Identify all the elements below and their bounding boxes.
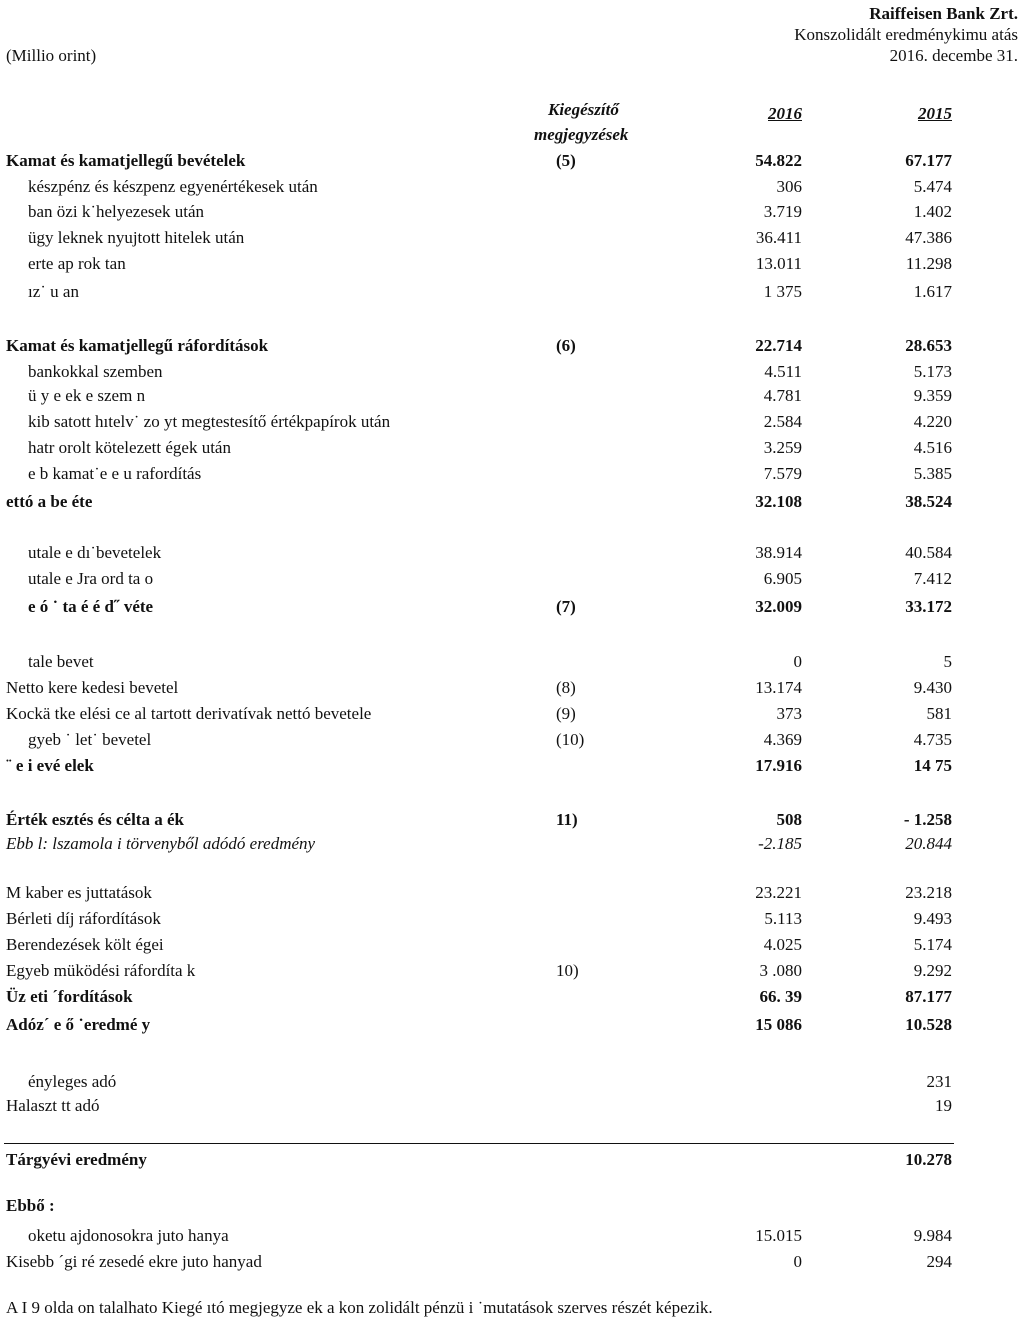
row-label: hatr orolt kötelezett égek után xyxy=(28,438,231,457)
row-value-2016: 15 086 xyxy=(755,1015,802,1034)
row-value-2015: 1.402 xyxy=(913,202,952,221)
table-row xyxy=(0,1150,1024,1174)
row-value-2015: 231 xyxy=(926,1072,952,1091)
row-label: Bérleti díj ráfordítások xyxy=(6,909,161,928)
table-row xyxy=(0,597,1024,621)
row-value-2016: 36.411 xyxy=(755,228,802,247)
row-value-2015: 67.177 xyxy=(905,151,952,170)
table-row xyxy=(0,386,1024,410)
notes-column-header-1: Kiegészítő xyxy=(548,100,619,119)
row-label: ban özi k˙helyezesek után xyxy=(28,202,205,221)
row-value-2015: 5.474 xyxy=(913,177,952,196)
row-value-2015: 5.174 xyxy=(913,935,952,954)
table-row xyxy=(0,1015,1024,1039)
row-value-2016: 1 375 xyxy=(763,282,802,301)
row-label: Kamat és kamatjellegű bevételek xyxy=(6,151,246,170)
row-value-2016: 17.916 xyxy=(755,756,802,775)
table-row xyxy=(0,282,1024,306)
row-label: tale bevet xyxy=(28,652,94,671)
row-note-ref: 11) xyxy=(556,810,578,829)
row-value-2015: 581 xyxy=(926,704,952,723)
row-label: készpénz és készpenz egyenértékesek után xyxy=(28,177,318,196)
row-value-2016: 6.905 xyxy=(763,569,802,588)
table-row xyxy=(0,961,1024,985)
row-value-2016: 373 xyxy=(776,704,802,723)
row-label: Ebbő : xyxy=(6,1196,55,1215)
table-row xyxy=(0,492,1024,516)
row-value-2015: 10.278 xyxy=(905,1150,952,1169)
row-label: Kockä tke elési ce al tartott derivatívak nettó bevetele xyxy=(6,704,372,723)
row-label: Egyeb müködési ráfordíta k xyxy=(6,961,196,980)
table-row xyxy=(0,678,1024,702)
table-row xyxy=(0,177,1024,201)
row-label: Kisebb ´gi ré zesedé ekre juto hanyad xyxy=(6,1252,262,1271)
row-value-2015: 11.298 xyxy=(905,254,952,273)
row-label: Netto kere kedesi bevetel xyxy=(6,678,179,697)
row-label: ügy leknek nyujtott hitelek után xyxy=(28,228,245,247)
row-note-ref: 10) xyxy=(556,961,579,980)
row-value-2016: 306 xyxy=(776,177,802,196)
row-value-2016: 13.174 xyxy=(755,678,802,697)
row-value-2015: 4.735 xyxy=(913,730,952,749)
table-row xyxy=(0,543,1024,567)
row-value-2015: 4.516 xyxy=(913,438,952,457)
row-value-2015: 47.386 xyxy=(905,228,952,247)
row-label: ényleges adó xyxy=(28,1072,117,1091)
table-row xyxy=(0,834,1024,858)
table-row xyxy=(0,1196,1024,1220)
row-value-2016: 22.714 xyxy=(755,336,802,355)
table-row xyxy=(0,987,1024,1011)
bank-name: Raiffeisen Bank Zrt. xyxy=(869,4,1018,23)
year-2015-header: 2015 xyxy=(918,104,952,123)
table-row xyxy=(0,909,1024,933)
row-label: gyeb ˙ let˙ bevetel xyxy=(28,730,152,749)
row-value-2015: 9.984 xyxy=(913,1226,952,1245)
table-row xyxy=(0,652,1024,676)
table-row xyxy=(0,254,1024,278)
row-label: M kaber es juttatások xyxy=(6,883,152,902)
table-row xyxy=(0,464,1024,488)
year-2016-header: 2016 xyxy=(768,104,802,123)
report-date: 2016. decembe 31. xyxy=(889,46,1018,65)
table-row xyxy=(0,1252,1024,1276)
notes-column-header-2: megjegyzések xyxy=(534,125,629,144)
row-value-2015: 5.173 xyxy=(913,362,952,381)
row-value-2016: 2.584 xyxy=(763,412,802,431)
table-row xyxy=(0,730,1024,754)
row-label: Kamat és kamatjellegű ráfordítások xyxy=(6,336,269,355)
row-value-2015: 10.528 xyxy=(905,1015,952,1034)
row-label: ¨ e i evé elek xyxy=(6,756,94,775)
row-note-ref: (8) xyxy=(556,678,576,697)
row-value-2015: 87.177 xyxy=(905,987,952,1006)
row-label: Tárgyévi eredmény xyxy=(6,1150,147,1169)
table-row xyxy=(0,756,1024,780)
row-value-2016: 15.015 xyxy=(755,1226,802,1245)
table-row xyxy=(0,810,1024,834)
row-label: kib satott hıtelv˙ zo yt megtestesítő értékpapírok után xyxy=(28,412,391,431)
row-label: erte ap rok tan xyxy=(28,254,126,273)
row-value-2015: 14 75 xyxy=(913,756,952,775)
row-note-ref: (5) xyxy=(556,151,576,170)
row-label: bankokkal szemben xyxy=(28,362,163,381)
row-value-2016: 4.369 xyxy=(763,730,802,749)
row-note-ref: (6) xyxy=(556,336,576,355)
row-value-2016: 7.579 xyxy=(763,464,802,483)
row-value-2015: 5 xyxy=(943,652,952,671)
row-value-2016: 4.511 xyxy=(764,362,802,381)
row-note-ref: (10) xyxy=(556,730,585,749)
row-value-2016: 38.914 xyxy=(755,543,802,562)
row-value-2016: 0 xyxy=(793,652,802,671)
table-row xyxy=(0,412,1024,436)
row-value-2015: 19 xyxy=(935,1096,952,1115)
row-value-2016: 5.113 xyxy=(764,909,802,928)
row-label: oketu ajdonosokra juto hanya xyxy=(28,1226,229,1245)
row-value-2016: 4.025 xyxy=(763,935,802,954)
row-label: Berendezések költ égei xyxy=(6,935,164,954)
unit-label: (Millio orint) xyxy=(6,46,97,65)
table-row xyxy=(0,1096,1024,1120)
row-value-2015: - 1.258 xyxy=(903,810,952,829)
row-label: Adóz´ e ő ˙eredmé y xyxy=(6,1015,151,1034)
row-value-2015: 9.493 xyxy=(913,909,952,928)
row-value-2016: 508 xyxy=(776,810,802,829)
row-label: ız˙ u an xyxy=(28,282,79,301)
table-row xyxy=(0,569,1024,593)
row-label: utale e Jra ord ta o xyxy=(28,569,154,588)
table-row xyxy=(0,151,1024,175)
row-value-2015: 1.617 xyxy=(913,282,952,301)
row-value-2016: 3.259 xyxy=(763,438,802,457)
row-label: Halaszt tt adó xyxy=(6,1096,100,1115)
report-subtitle: Konszolidált eredménykimu atás xyxy=(794,25,1018,44)
row-value-2015: 7.412 xyxy=(913,569,952,588)
row-label: e ó ˙ ta é é d˝ véte xyxy=(28,597,154,616)
table-row xyxy=(0,362,1024,386)
row-value-2016: 23.221 xyxy=(755,883,802,902)
row-note-ref: (9) xyxy=(556,704,576,723)
table-row xyxy=(0,704,1024,728)
row-value-2016: 54.822 xyxy=(755,151,802,170)
row-value-2016: 13.011 xyxy=(755,254,802,273)
row-value-2016: 4.781 xyxy=(763,386,802,405)
row-value-2016: -2.185 xyxy=(758,834,802,853)
row-value-2015: 23.218 xyxy=(905,883,952,902)
row-label: ettó a be éte xyxy=(6,492,93,511)
row-label: ü y e ek e szem n xyxy=(28,386,146,405)
row-value-2015: 33.172 xyxy=(905,597,952,616)
row-value-2016: 0 xyxy=(793,1252,802,1271)
row-value-2016: 32.009 xyxy=(755,597,802,616)
table-row xyxy=(0,228,1024,252)
table-row xyxy=(0,202,1024,226)
row-label: utale e dı˙bevetelek xyxy=(28,543,162,562)
table-row xyxy=(0,883,1024,907)
row-value-2016: 32.108 xyxy=(755,492,802,511)
total-separator-line xyxy=(4,1143,954,1144)
row-label: Üz eti ´fordítások xyxy=(6,987,133,1006)
row-value-2015: 38.524 xyxy=(905,492,952,511)
row-value-2015: 9.292 xyxy=(913,961,952,980)
footnote: A I 9 olda on talalhato Kiegé ıtó megjegyze ek a kon zolidált pénzü i ˙mutatások szerves részét képezik. xyxy=(6,1298,713,1317)
row-value-2015: 9.359 xyxy=(913,386,952,405)
table-row xyxy=(0,1226,1024,1250)
table-row xyxy=(0,935,1024,959)
row-label: Érték esztés és célta a ék xyxy=(6,810,184,829)
row-value-2015: 9.430 xyxy=(913,678,952,697)
table-row xyxy=(0,336,1024,360)
row-value-2015: 20.844 xyxy=(905,834,952,853)
row-label: Ebb l: lszamola i törvenyből adódó eredmény xyxy=(6,834,316,853)
row-value-2015: 4.220 xyxy=(913,412,952,431)
row-label: e b kamat˙e e u rafordítás xyxy=(28,464,202,483)
row-value-2015: 294 xyxy=(926,1252,952,1271)
row-value-2015: 40.584 xyxy=(905,543,952,562)
row-value-2016: 3.719 xyxy=(763,202,802,221)
table-row xyxy=(0,1072,1024,1096)
row-value-2015: 28.653 xyxy=(905,336,952,355)
row-value-2016: 3 .080 xyxy=(759,961,802,980)
row-note-ref: (7) xyxy=(556,597,576,616)
row-value-2016: 66. 39 xyxy=(759,987,802,1006)
table-row xyxy=(0,438,1024,462)
row-value-2015: 5.385 xyxy=(913,464,952,483)
